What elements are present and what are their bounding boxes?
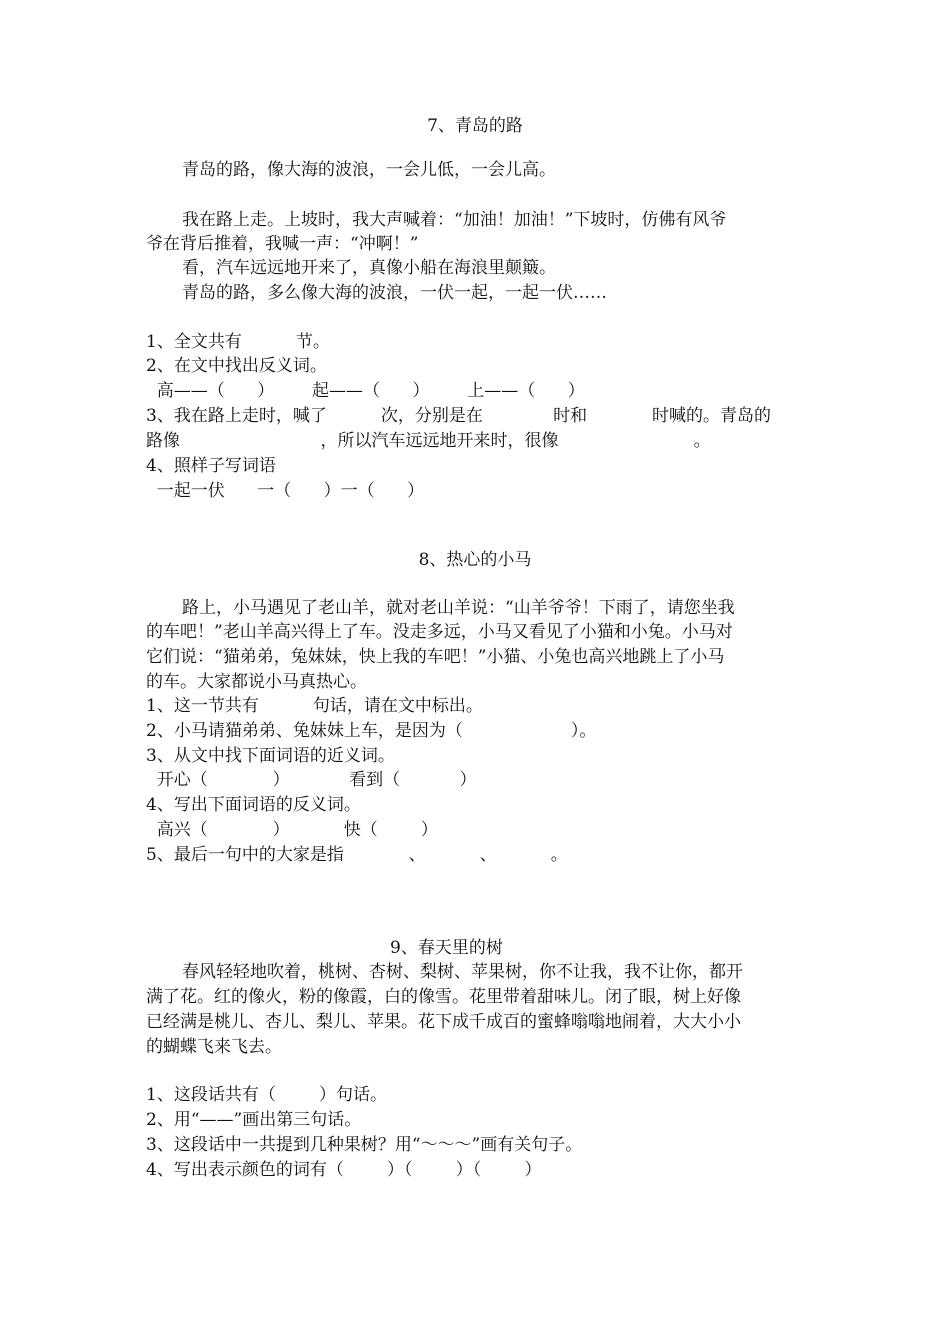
passage-line: 满了花。红的像火，粉的像霞，白的像雪。花里带着甜味儿。闭了眼，树上好像 xyxy=(146,987,741,1007)
question-line: 3、这段话中一共提到几种果树？用“～～～”画有关句子。 xyxy=(146,1135,583,1155)
passage-line: 的车吧！”老山羊高兴得上了车。没走多远，小马又看见了小猫和小兔。小马对 xyxy=(146,622,733,642)
passage-line: 青岛的路，像大海的波浪，一会儿低，一会儿高。 xyxy=(182,160,556,180)
passage-line: 的蝴蝶飞来飞去。 xyxy=(146,1037,282,1057)
question-line: 1、全文共有 节。 xyxy=(146,332,330,352)
question-line: 高——（ ） 起——（ ） 上——（ ） xyxy=(146,381,585,401)
passage-line: 青岛的路，多么像大海的波浪，一伏一起，一起一伏…… xyxy=(182,283,607,303)
question-line: 2、用“——”画出第三句话。 xyxy=(146,1110,362,1130)
passage-line: 看，汽车远远地开来了，真像小船在海浪里颠簸。 xyxy=(182,258,556,278)
passage-line: 已经满是桃儿、杏儿、梨儿、苹果。花下成千成百的蜜蜂嗡嗡地闹着，大大小小 xyxy=(146,1012,741,1032)
question-line: 4、照样子写词语 xyxy=(146,456,276,476)
passage-line: 的车。大家都说小马真热心。 xyxy=(146,672,367,692)
question-line: 4、写出表示颜色的词有（ ）（ ）（ ） xyxy=(146,1160,542,1180)
question-line: 2、在文中找出反义词。 xyxy=(146,356,327,376)
question-line: 高兴（ ） 快（ ） xyxy=(146,820,438,840)
passage-line: 爷在背后推着，我喊一声：“冲啊！” xyxy=(146,234,419,254)
question-line: 1、这一节共有 句话，请在文中标出。 xyxy=(146,696,483,716)
passage-line: 路上，小马遇见了老山羊，就对老山羊说：“山羊爷爷！下雨了，请您坐我 xyxy=(182,598,735,618)
passage-line: 它们说：“猫弟弟，兔妹妹，快上我的车吧！”小猫、小兔也高兴地跳上了小马 xyxy=(146,647,725,667)
question-line: 5、最后一句中的大家是指 、 、 。 xyxy=(146,845,568,865)
question-line: 2、小马请猫弟弟、兔妹妹上车，是因为（ ）。 xyxy=(146,721,597,741)
question-line: 路像 ，所以汽车远远地开来时，很像 。 xyxy=(146,431,711,451)
section-title: 8、热心的小马 xyxy=(418,550,532,570)
passage-line: 我在路上走。上坡时，我大声喊着：“加油！加油！”下坡时，仿佛有风爷 xyxy=(182,210,727,230)
section-title: 7、青岛的路 xyxy=(427,116,523,136)
question-line: 3、从文中找下面词语的近义词。 xyxy=(146,746,395,766)
section-title: 9、春天里的树 xyxy=(390,938,503,958)
passage-line: 春风轻轻地吹着，桃树、杏树、梨树、苹果树，你不让我，我不让你，都开 xyxy=(182,962,743,982)
question-line: 4、写出下面词语的反义词。 xyxy=(146,795,361,815)
question-line: 1、这段话共有（ ）句话。 xyxy=(146,1085,388,1105)
question-line: 一起一伏 一（ ）一（ ） xyxy=(146,481,425,501)
question-line: 开心（ ） 看到（ ） xyxy=(146,770,477,790)
question-line: 3、我在路上走时，喊了 次，分别是在 时和 时喊的。青岛的 xyxy=(146,406,771,426)
